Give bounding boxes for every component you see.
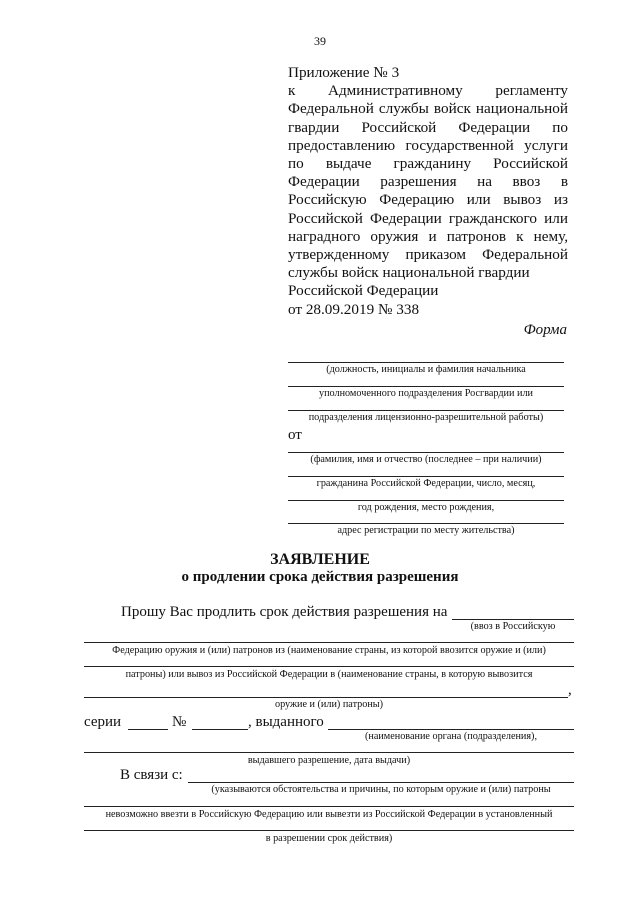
issuer-field[interactable] (328, 729, 574, 730)
addressee-caption-1: (должность, инициалы и фамилия начальника (326, 364, 526, 375)
number-field[interactable] (192, 729, 248, 730)
addressee-caption-2: уполномоченного подразделения Росгвардии или (318, 388, 533, 399)
applicant-caption-2: гражданина Российской Федерации, число, месяц, (316, 478, 536, 489)
import-line-2[interactable] (84, 642, 574, 643)
number-label: № (172, 714, 187, 730)
reason-caption-2: невозможно ввезти в Российскую Федерацию или вывезти из Российской Федерации в установленный (105, 809, 553, 820)
series-field[interactable] (128, 729, 168, 730)
issuer-caption-2: выдавшего разрешение, дата выдачи) (247, 755, 411, 766)
import-caption-1: (ввоз в Российскую (470, 621, 556, 632)
issuer-line-2[interactable] (84, 752, 574, 753)
reason-line-2[interactable] (84, 806, 574, 807)
reason-caption-3: в разрешении срок действия) (265, 833, 393, 844)
reason-line-3[interactable] (84, 830, 574, 831)
import-caption-2: Федерацию оружия и (или) патронов из (наименование страны, из которой ввозится оружие и (или) (112, 645, 546, 656)
applicant-caption-3: год рождения, место рождения, (357, 502, 495, 513)
import-caption-4: оружие и (или) патроны) (274, 699, 384, 710)
applicant-line-4[interactable] (288, 523, 564, 524)
reason-field[interactable] (188, 782, 574, 783)
appendix-block (288, 64, 568, 319)
reason-caption-1: (указываются обстоятельства и причины, по которым оружие и (или) патроны (211, 784, 551, 795)
import-line-comma: , (568, 682, 572, 698)
applicant-line-3[interactable] (288, 500, 564, 501)
appendix-body-last: Российской Федерации (288, 282, 439, 300)
issuer-caption-1: (наименование органа (подразделения), (364, 731, 538, 742)
applicant-line-2[interactable] (288, 476, 564, 477)
addressee-line-2[interactable] (288, 386, 564, 387)
applicant-caption-1: (фамилия, имя и отчество (последнее – при наличии) (310, 454, 542, 465)
addressee-line-3[interactable] (288, 410, 564, 411)
import-export-field[interactable] (452, 619, 574, 620)
from-label: от (288, 427, 302, 443)
addressee-line-1[interactable] (288, 362, 564, 363)
document-subtitle: о продлении срока действия разрешения (181, 569, 459, 585)
addressee-caption-3: подразделения лицензионно-разрешительной работы) (308, 412, 544, 423)
series-label: серии (84, 714, 122, 730)
appendix-title: Приложение № 3 (288, 64, 400, 81)
import-line-3[interactable] (84, 666, 574, 667)
import-line-4[interactable] (84, 697, 568, 698)
issued-label: , выданного (248, 714, 324, 730)
request-text: Прошу Вас продлить срок действия разрешения на (121, 604, 448, 620)
appendix-date: от 28.09.2019 № 338 (288, 300, 420, 318)
appendix-body: к Административному регламенту Федеральной службы войск национальной гвардии Российской Федерации по предоставлению государственной услуги по выдаче гражданину Российской Федерации разрешения на ввоз в Российскую Федерацию или вывоз из Российской Федерации гражданского или наградного оружия и патронов к нему, утвержденному приказом Федеральной службы войск национальной гвардии (288, 82, 568, 282)
applicant-line-1[interactable] (288, 452, 564, 453)
applicant-caption-4: адрес регистрации по месту жительства) (337, 525, 515, 536)
page-number: 39 (314, 34, 326, 48)
reason-label: В связи с: (120, 767, 183, 783)
form-label: Форма (523, 322, 567, 338)
document-title: ЗАЯВЛЕНИЕ (270, 551, 370, 568)
import-caption-3: патроны) или вывоз из Российской Федерации в (наименование страны, в которую вывозится (125, 669, 533, 680)
